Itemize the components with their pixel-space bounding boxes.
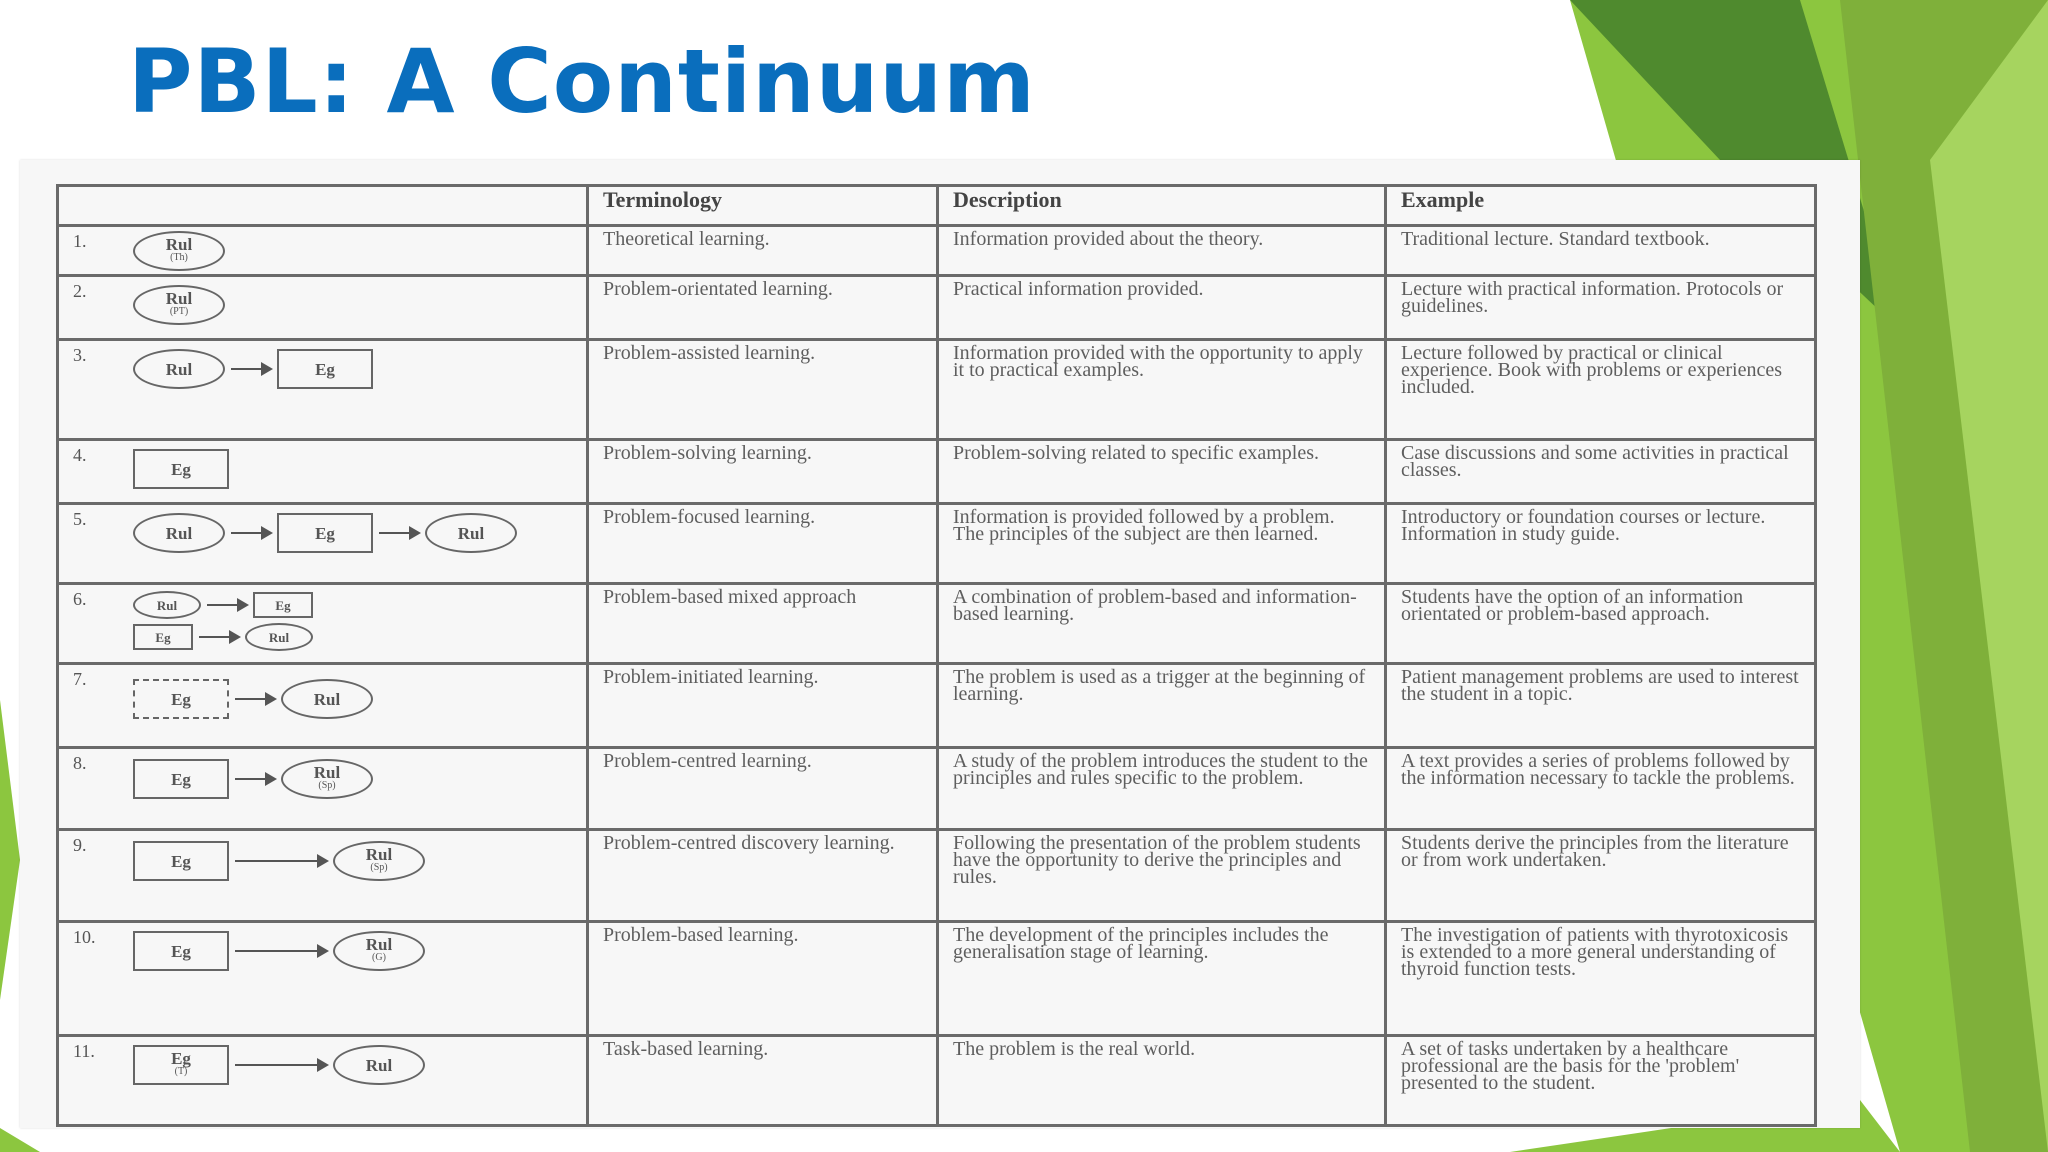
terminology-cell: Problem-orientated learning. (588, 276, 938, 340)
diagram-cell (58, 584, 588, 664)
header-example: Example (1386, 186, 1816, 226)
rul-node: Rul (PT) (133, 285, 225, 325)
continuum-table-image (20, 160, 1860, 1128)
terminology-cell: Problem-solving learning. (588, 440, 938, 504)
table-row (58, 748, 1816, 830)
description-cell: The problem is used as a trigger at the beginning of learning. (938, 664, 1386, 748)
example-cell: Introductory or foundation courses or lecture. Information in study guide. (1386, 504, 1816, 584)
arrow-icon (379, 532, 419, 534)
rul-node: Rul (Th) (133, 231, 225, 271)
description-cell: A study of the problem introduces the student to the principles and rules specific to the problem. (938, 748, 1386, 830)
rul-node: Rul (133, 513, 225, 553)
row-number: 1. (73, 231, 87, 251)
description-cell: Information provided with the opportunity to apply it to practical examples. (938, 340, 1386, 440)
arrow-icon (207, 604, 247, 606)
eg-node: Eg (133, 624, 193, 650)
diagram-cell (58, 830, 588, 922)
row-number: 8. (73, 753, 87, 773)
eg-node: Eg (T) (133, 1045, 229, 1085)
slide-title: PBL: A Continuum (128, 30, 1036, 133)
diagram-cell (58, 340, 588, 440)
description-cell: The problem is the real world. (938, 1036, 1386, 1126)
header-diagram (58, 186, 588, 226)
description-cell: Practical information provided. (938, 276, 1386, 340)
description-cell: Information is provided followed by a problem. The principles of the subject are then learned. (938, 504, 1386, 584)
rul-node: Rul (Sp) (333, 841, 425, 881)
terminology-cell: Problem-based learning. (588, 922, 938, 1036)
row-number: 10. (73, 927, 96, 947)
table-row (58, 340, 1816, 440)
arrow-icon (231, 368, 271, 370)
pbl-continuum-table (56, 184, 1817, 1127)
eg-node: Eg (133, 679, 229, 719)
example-cell: Students have the option of an information orientated or problem-based approach. (1386, 584, 1816, 664)
row-number: 7. (73, 669, 87, 689)
eg-node: Eg (253, 592, 313, 618)
example-cell: Lecture followed by practical or clinical experience. Book with problems or experiences included. (1386, 340, 1816, 440)
diagram-cell (58, 748, 588, 830)
table-row (58, 440, 1816, 504)
header-terminology: Terminology (588, 186, 938, 226)
terminology-cell: Problem-centred discovery learning. (588, 830, 938, 922)
row-number: 3. (73, 345, 87, 365)
terminology-cell: Problem-initiated learning. (588, 664, 938, 748)
row-number: 4. (73, 445, 87, 465)
table-row (58, 664, 1816, 748)
example-cell: Patient management problems are used to interest the student in a topic. (1386, 664, 1816, 748)
arrow-icon (235, 698, 275, 700)
table-row (58, 830, 1816, 922)
example-cell: A set of tasks undertaken by a healthcare professional are the basis for the 'problem' presented to the student. (1386, 1036, 1816, 1126)
example-cell: Case discussions and some activities in practical classes. (1386, 440, 1816, 504)
rul-node: Rul (133, 349, 225, 389)
table-header-row (58, 186, 1816, 226)
terminology-cell: Problem-based mixed approach (588, 584, 938, 664)
arrow-icon (235, 860, 327, 862)
terminology-cell: Problem-centred learning. (588, 748, 938, 830)
terminology-cell: Task-based learning. (588, 1036, 938, 1126)
example-cell: The investigation of patients with thyrotoxicosis is extended to a more general understanding of thyroid function tests. (1386, 922, 1816, 1036)
header-description: Description (938, 186, 1386, 226)
arrow-icon (235, 778, 275, 780)
example-cell: A text provides a series of problems followed by the information necessary to tackle the problems. (1386, 748, 1816, 830)
table-row (58, 1036, 1816, 1126)
description-cell: Information provided about the theory. (938, 226, 1386, 276)
terminology-cell: Theoretical learning. (588, 226, 938, 276)
row-number: 6. (73, 589, 87, 609)
description-cell: A combination of problem-based and information-based learning. (938, 584, 1386, 664)
rul-node: Rul (G) (333, 931, 425, 971)
diagram-cell (58, 504, 588, 584)
example-cell: Students derive the principles from the literature or from work undertaken. (1386, 830, 1816, 922)
table-row (58, 226, 1816, 276)
rul-node: Rul (245, 623, 313, 651)
eg-node: Eg (277, 349, 373, 389)
rul-node: Rul (133, 591, 201, 619)
arrow-icon (235, 950, 327, 952)
rul-node: Rul (333, 1045, 425, 1085)
eg-node: Eg (133, 931, 229, 971)
rul-node: Rul (281, 679, 373, 719)
diagram-cell (58, 276, 588, 340)
diagram-cell (58, 664, 588, 748)
description-cell: Problem-solving related to specific examples. (938, 440, 1386, 504)
diagram-cell (58, 440, 588, 504)
table-row (58, 922, 1816, 1036)
table-row (58, 276, 1816, 340)
terminology-cell: Problem-assisted learning. (588, 340, 938, 440)
rul-node: Rul (Sp) (281, 759, 373, 799)
description-cell: Following the presentation of the problem students have the opportunity to derive the principles and rules. (938, 830, 1386, 922)
terminology-cell: Problem-focused learning. (588, 504, 938, 584)
table-row (58, 504, 1816, 584)
diagram-cell (58, 1036, 588, 1126)
row-number: 9. (73, 835, 87, 855)
arrow-icon (235, 1064, 327, 1066)
example-cell: Traditional lecture. Standard textbook. (1386, 226, 1816, 276)
row-number: 2. (73, 281, 87, 301)
row-number: 5. (73, 509, 87, 529)
row-number: 11. (73, 1041, 95, 1061)
example-cell: Lecture with practical information. Protocols or guidelines. (1386, 276, 1816, 340)
diagram-cell (58, 922, 588, 1036)
eg-node: Eg (133, 449, 229, 489)
description-cell: The development of the principles includes the generalisation stage of learning. (938, 922, 1386, 1036)
table-row (58, 584, 1816, 664)
arrow-icon (199, 636, 239, 638)
eg-node: Eg (133, 841, 229, 881)
diagram-cell (58, 226, 588, 276)
eg-node: Eg (133, 759, 229, 799)
rul-node: Rul (425, 513, 517, 553)
arrow-icon (231, 532, 271, 534)
eg-node: Eg (277, 513, 373, 553)
